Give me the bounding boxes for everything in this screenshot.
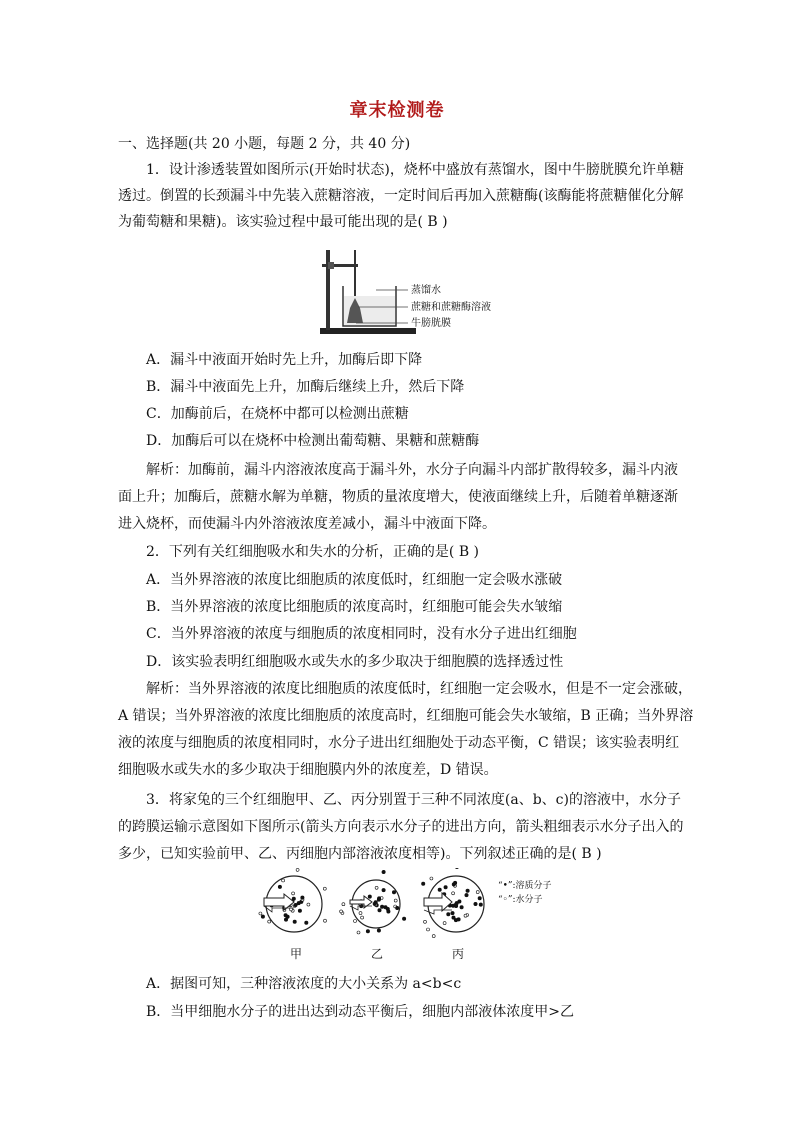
solute-molecule [402,917,405,920]
water-molecule [430,877,433,880]
water-molecule [357,931,360,934]
solute-molecule [368,895,371,898]
solute-molecule [444,886,447,889]
solute-molecule [366,930,369,933]
label-sucrose-solution: 蔗糖和蔗糖酶溶液 [411,302,491,313]
solute-molecule [479,903,482,906]
water-molecule [292,892,295,895]
water-molecule [464,914,467,917]
q1-option-c: C．加酶前后，在烧杯中都可以检测出蔗糖 [146,406,409,422]
q2-stem-line: 2．下列有关红细胞吸水和失水的分析，正确的是( B ) [146,544,480,560]
solute-molecule [451,911,454,914]
water-molecule [452,892,455,895]
q1-analysis-line: 解析：加酶前，漏斗内溶液浓度高于漏斗外，水分子向漏斗内部扩散得较多，漏斗内液 [146,462,678,478]
water-molecule [323,887,326,890]
q2-option-a: A．当外界溶液的浓度比细胞质的浓度低时，红细胞一定会吸水涨破 [146,572,563,588]
solute-molecule [261,915,264,918]
water-molecule [259,912,262,915]
water-molecule [307,903,310,906]
solute-molecule [377,929,380,932]
solute-molecule [292,897,295,900]
solute-molecule [452,916,455,919]
cell-label-yi: 乙 [371,947,384,961]
solute-molecule [438,888,441,891]
solute-molecule [465,893,468,896]
q3-stem-line: 多少，已知实验前甲、乙、丙细胞内部溶液浓度相等)。下列叙述正确的是( B ) [118,846,602,862]
q2-analysis-line: 解析：当外界溶液的浓度比细胞质的浓度低时，红细胞一定会吸水，但是不一定会涨破， [146,681,692,697]
water-molecule [394,899,397,902]
legend-solute: “•”:溶质分子 [498,881,552,891]
solute-molecule [286,915,289,918]
page-title: 章末检测卷 [349,100,445,121]
water-molecule [296,868,299,871]
solute-molecule [378,909,381,912]
water-molecule [324,919,327,922]
water-molecule [268,920,271,923]
solute-molecule [387,910,390,913]
solute-molecule [422,882,425,885]
solute-molecule [305,921,308,924]
q2-option-c: C．当外界溶液的浓度与细胞质的浓度相同时，没有水分子进出红细胞 [146,626,577,642]
water-molecule [427,928,430,931]
solute-molecule [382,888,385,891]
q1-stem-line: 透过。倒置的长颈漏斗中先装入蔗糖溶液，一定时间后再加入蔗糖酶(该酶能将蔗糖催化分解 [118,188,684,204]
q2-analysis-line: A 错误；当外界溶液的浓度比细胞质的浓度高时，红细胞可能会失水皱缩，B 正确；当外界溶 [118,708,694,724]
q1-stem-line: 1．设计渗透装置如图所示(开始时状态)，烧杯中盛放有蒸馏水，图中牛膀胱膜允许单糖 [146,162,684,178]
water-molecule [361,916,364,919]
water-molecule [282,879,285,882]
label-distilled-water: 蒸馏水 [411,285,441,296]
solute-molecule [392,891,395,894]
solute-molecule [466,889,469,892]
arrow-in-icon [264,894,294,910]
q2-analysis-line: 液的浓度与细胞质的浓度相同时，水分子进出红细胞处于动态平衡，C 错误；该实验表明红 [118,735,680,751]
solute-molecule [396,906,399,909]
water-molecule [359,912,362,915]
q1-option-d: D．加酶后可以在烧杯中检测出葡萄糖、果糖和蔗糖酶 [146,433,480,449]
section-heading: 一、选择题(共 20 小题，每题 2 分，共 40 分) [118,136,411,152]
q2-option-b: B．当外界溶液的浓度比细胞质的浓度高时，红细胞可能会失水皱缩 [146,599,563,615]
solute-molecule [294,903,297,906]
water-molecule [354,920,357,923]
label-membrane: 牛膀胱膜 [411,318,451,329]
q2-analysis-line: 细胞吸水或失水的多少取决于细胞膜内外的浓度差，D 错误。 [118,762,498,778]
q1-option-b: B．漏斗中液面先上升，加酶后继续上升，然后下降 [146,379,465,395]
red-blood-cells-figure [258,868,578,968]
solute-molecule [447,913,450,916]
q3-stem-line: 的跨膜运输示意图如下图所示(箭头方向表示水分子的进出方向，箭头粗细表示水分子出入的 [118,819,684,835]
solute-molecule [454,904,457,907]
legend-water: “◦”:水分子 [498,895,543,905]
solute-molecule [298,909,301,912]
q1-analysis-line: 进入烧杯，而使漏斗内外溶液浓度差减小，漏斗中液面下降。 [118,516,496,532]
water-molecule [432,935,435,938]
q2-option-d: D．该实验表明红细胞吸水或失水的多少取决于细胞膜的选择透过性 [146,654,564,670]
q1-option-a: A．漏斗中液面开始时先上升，加酶后即下降 [146,352,423,368]
q3-stem-line: 3．将家兔的三个红细胞甲、乙、丙分别置于三种不同浓度(a、b、c)的溶液中，水分子 [146,792,681,808]
osmosis-apparatus-figure [318,244,508,336]
solute-molecule [453,881,456,884]
solute-molecule [373,902,376,905]
q1-analysis-line: 面上升；加酶后，蔗糖水解为单糖，物质的量浓度增大，使液面继续上升，后随着单糖逐渐 [118,489,678,505]
solute-molecule [474,902,477,905]
cell-label-bing: 丙 [452,947,465,961]
q1-stem-line: 为葡萄糖和果糖)。该实验过程中最可能出现的是( B ) [118,214,448,230]
solute-molecule [382,870,385,873]
solute-molecule [457,918,460,921]
water-molecule [424,920,427,923]
solute-molecule [380,905,383,908]
cell-label-jia: 甲 [290,947,303,961]
water-molecule [375,886,378,889]
solute-molecule [455,868,458,869]
solute-molecule [293,920,296,923]
water-molecule [476,891,479,894]
solute-molecule [301,896,304,899]
water-molecule [443,922,446,925]
q3-option-a: A．据图可知，三种溶液浓度的大小关系为 a<b<c [146,976,462,992]
solute-molecule [278,885,281,888]
q3-option-b: B．当甲细胞水分子的进出达到动态平衡后，细胞内部液体浓度甲>乙 [146,1004,575,1020]
solute-molecule [377,897,380,900]
solute-molecule [460,906,463,909]
solute-molecule [478,897,481,900]
water-molecule [342,903,345,906]
water-molecule [340,910,343,913]
